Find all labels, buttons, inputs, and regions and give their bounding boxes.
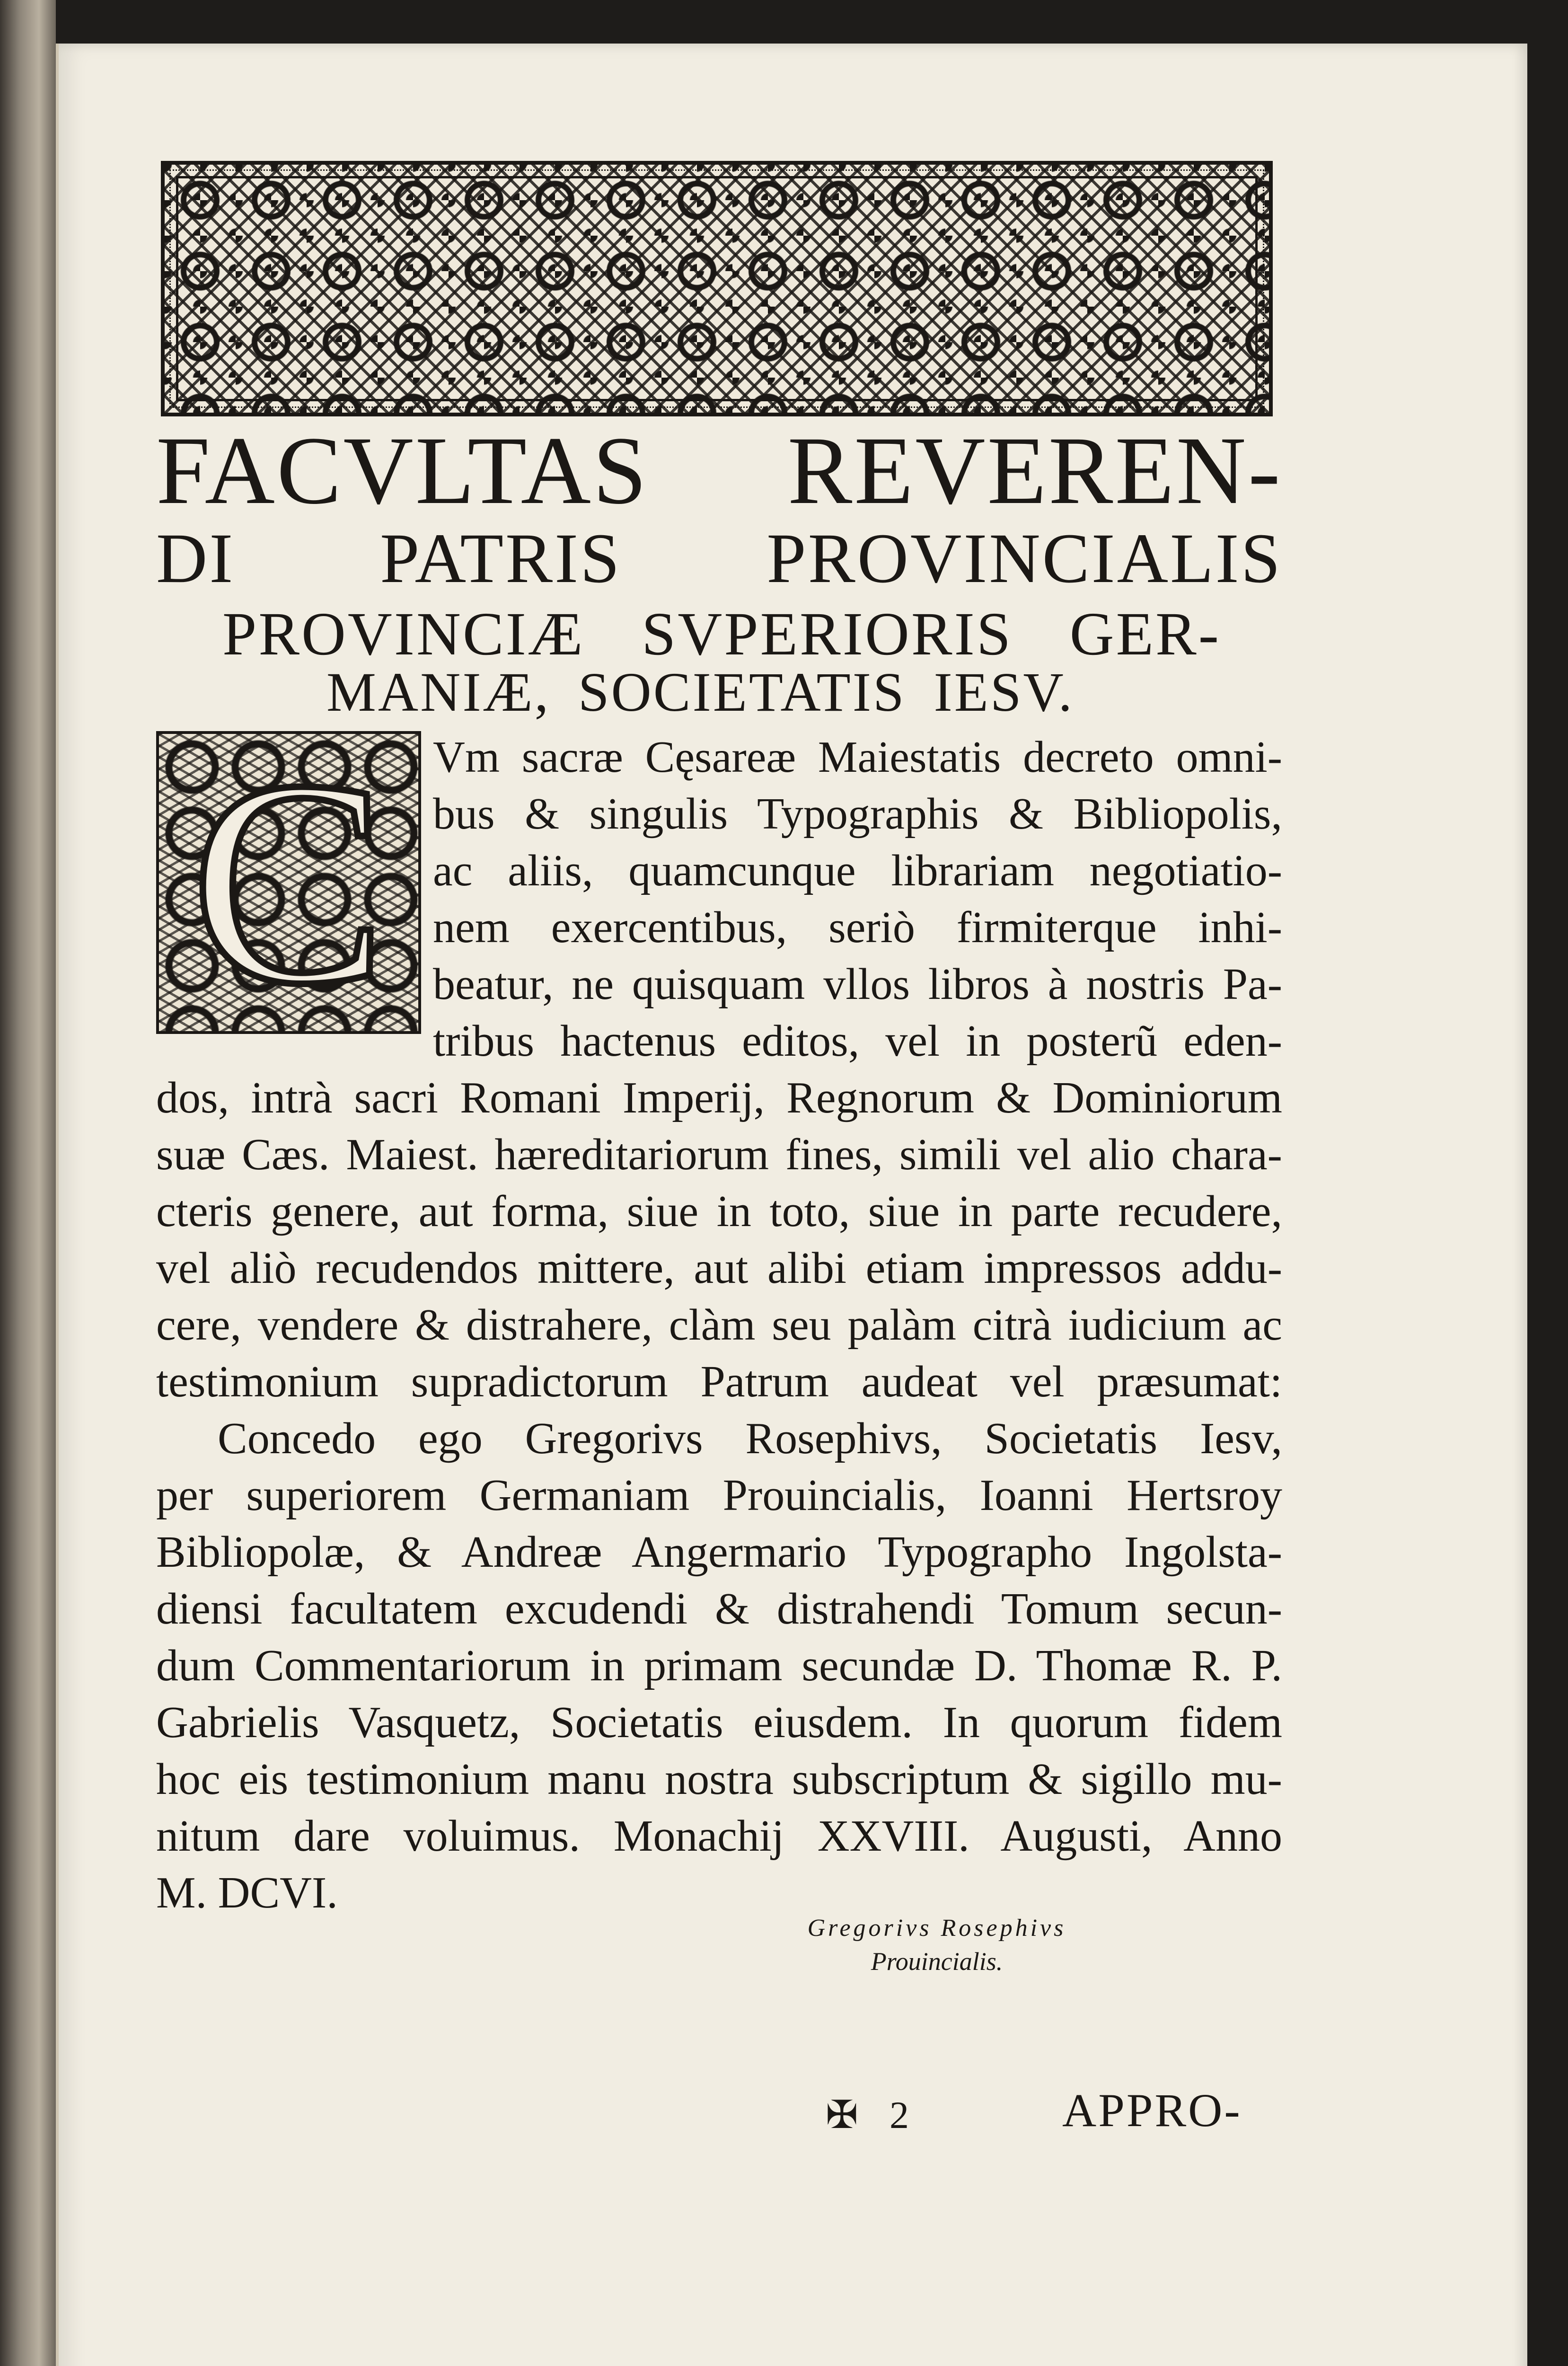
heading-line-3: PROVINCIÆ SVPERIORIS GER- [222, 600, 1221, 668]
body-line: cere, vendere & distrahere, clàm seu palàm citrà iudicium ac [156, 1300, 1282, 1350]
signature-mark-cross: ✠ [826, 2093, 858, 2136]
body-line: ac aliis, quamcunque librariam negotiatio- [433, 846, 1282, 895]
body-line: nitum dare voluimus. Monachij XXVIII. Augusti, Anno [156, 1811, 1282, 1861]
body-line: Bibliopolæ, & Andreæ Angermario Typographo Ingolsta- [156, 1527, 1282, 1577]
signature-name: Gregorivs Rosephivs [807, 1915, 1066, 1942]
book-spine [0, 0, 56, 2366]
body-line: suæ Cæs. Maiest. hæreditariorum fines, simili vel alio chara- [156, 1130, 1282, 1179]
body-line: hoc eis testimonium manu nostra subscriptum & sigillo mu- [156, 1755, 1282, 1804]
body-text [156, 1069, 1282, 1921]
signature-role: Prouincialis. [871, 1947, 1003, 1976]
body-line: testimonium supradictorum Patrum audeat vel præsumat: [156, 1357, 1282, 1406]
body-line: M. DCVI. [156, 1868, 338, 1917]
body-line: Vm sacræ Cęsareæ Maiestatis decreto omni- [433, 733, 1282, 782]
heading-line-2: DI PATRIS PROVINCIALIS [156, 519, 1282, 598]
body-line: vel aliò recudendos mittere, aut alibi etiam impressos addu- [156, 1244, 1282, 1293]
body-line: Concedo ego Gregorivs Rosephivs, Societatis Iesv, [218, 1414, 1282, 1463]
signature-block [729, 1912, 1145, 1978]
body-line: tribus hactenus editos, vel in posterũ eden- [433, 1016, 1282, 1066]
body-line: bus & singulis Typographis & Bibliopolis, [433, 789, 1282, 839]
body-line: diensi facultatem excudendi & distrahendi Tomum secun- [156, 1584, 1282, 1633]
initial-letter: C [191, 720, 387, 1045]
body-line: nem exercentibus, seriò firmiterque inhi- [433, 903, 1282, 952]
body-text-beside-initial [433, 729, 1282, 1069]
heading-line-4: MANIÆ, SOCIETATIS IESV. [326, 661, 1074, 723]
body-line: Gabrielis Vasquetz, Societatis eiusdem. In quorum fidem [156, 1698, 1282, 1747]
body-line: beatur, ne quisquam vllos libros à nostris Pa- [433, 960, 1282, 1009]
heading-line-1: FACVLTAS REVEREN- [156, 417, 1282, 524]
body-line: dum Commentariorum in primam secundæ D. Thomæ R. P. [156, 1641, 1282, 1690]
catchword: APPRO- [1062, 2084, 1242, 2136]
signature-number: 2 [890, 2093, 909, 2136]
decorated-initial [156, 720, 421, 1045]
body-line: cteris genere, aut forma, siue in toto, siue in parte recudere, [156, 1187, 1282, 1236]
ornamental-headpiece [161, 161, 1273, 416]
body-line: dos, intrà sacri Romani Imperij, Regnorum & Dominiorum [156, 1073, 1282, 1122]
body-line: per superiorem Germaniam Prouincialis, Ioanni Hertsroy [156, 1471, 1282, 1520]
